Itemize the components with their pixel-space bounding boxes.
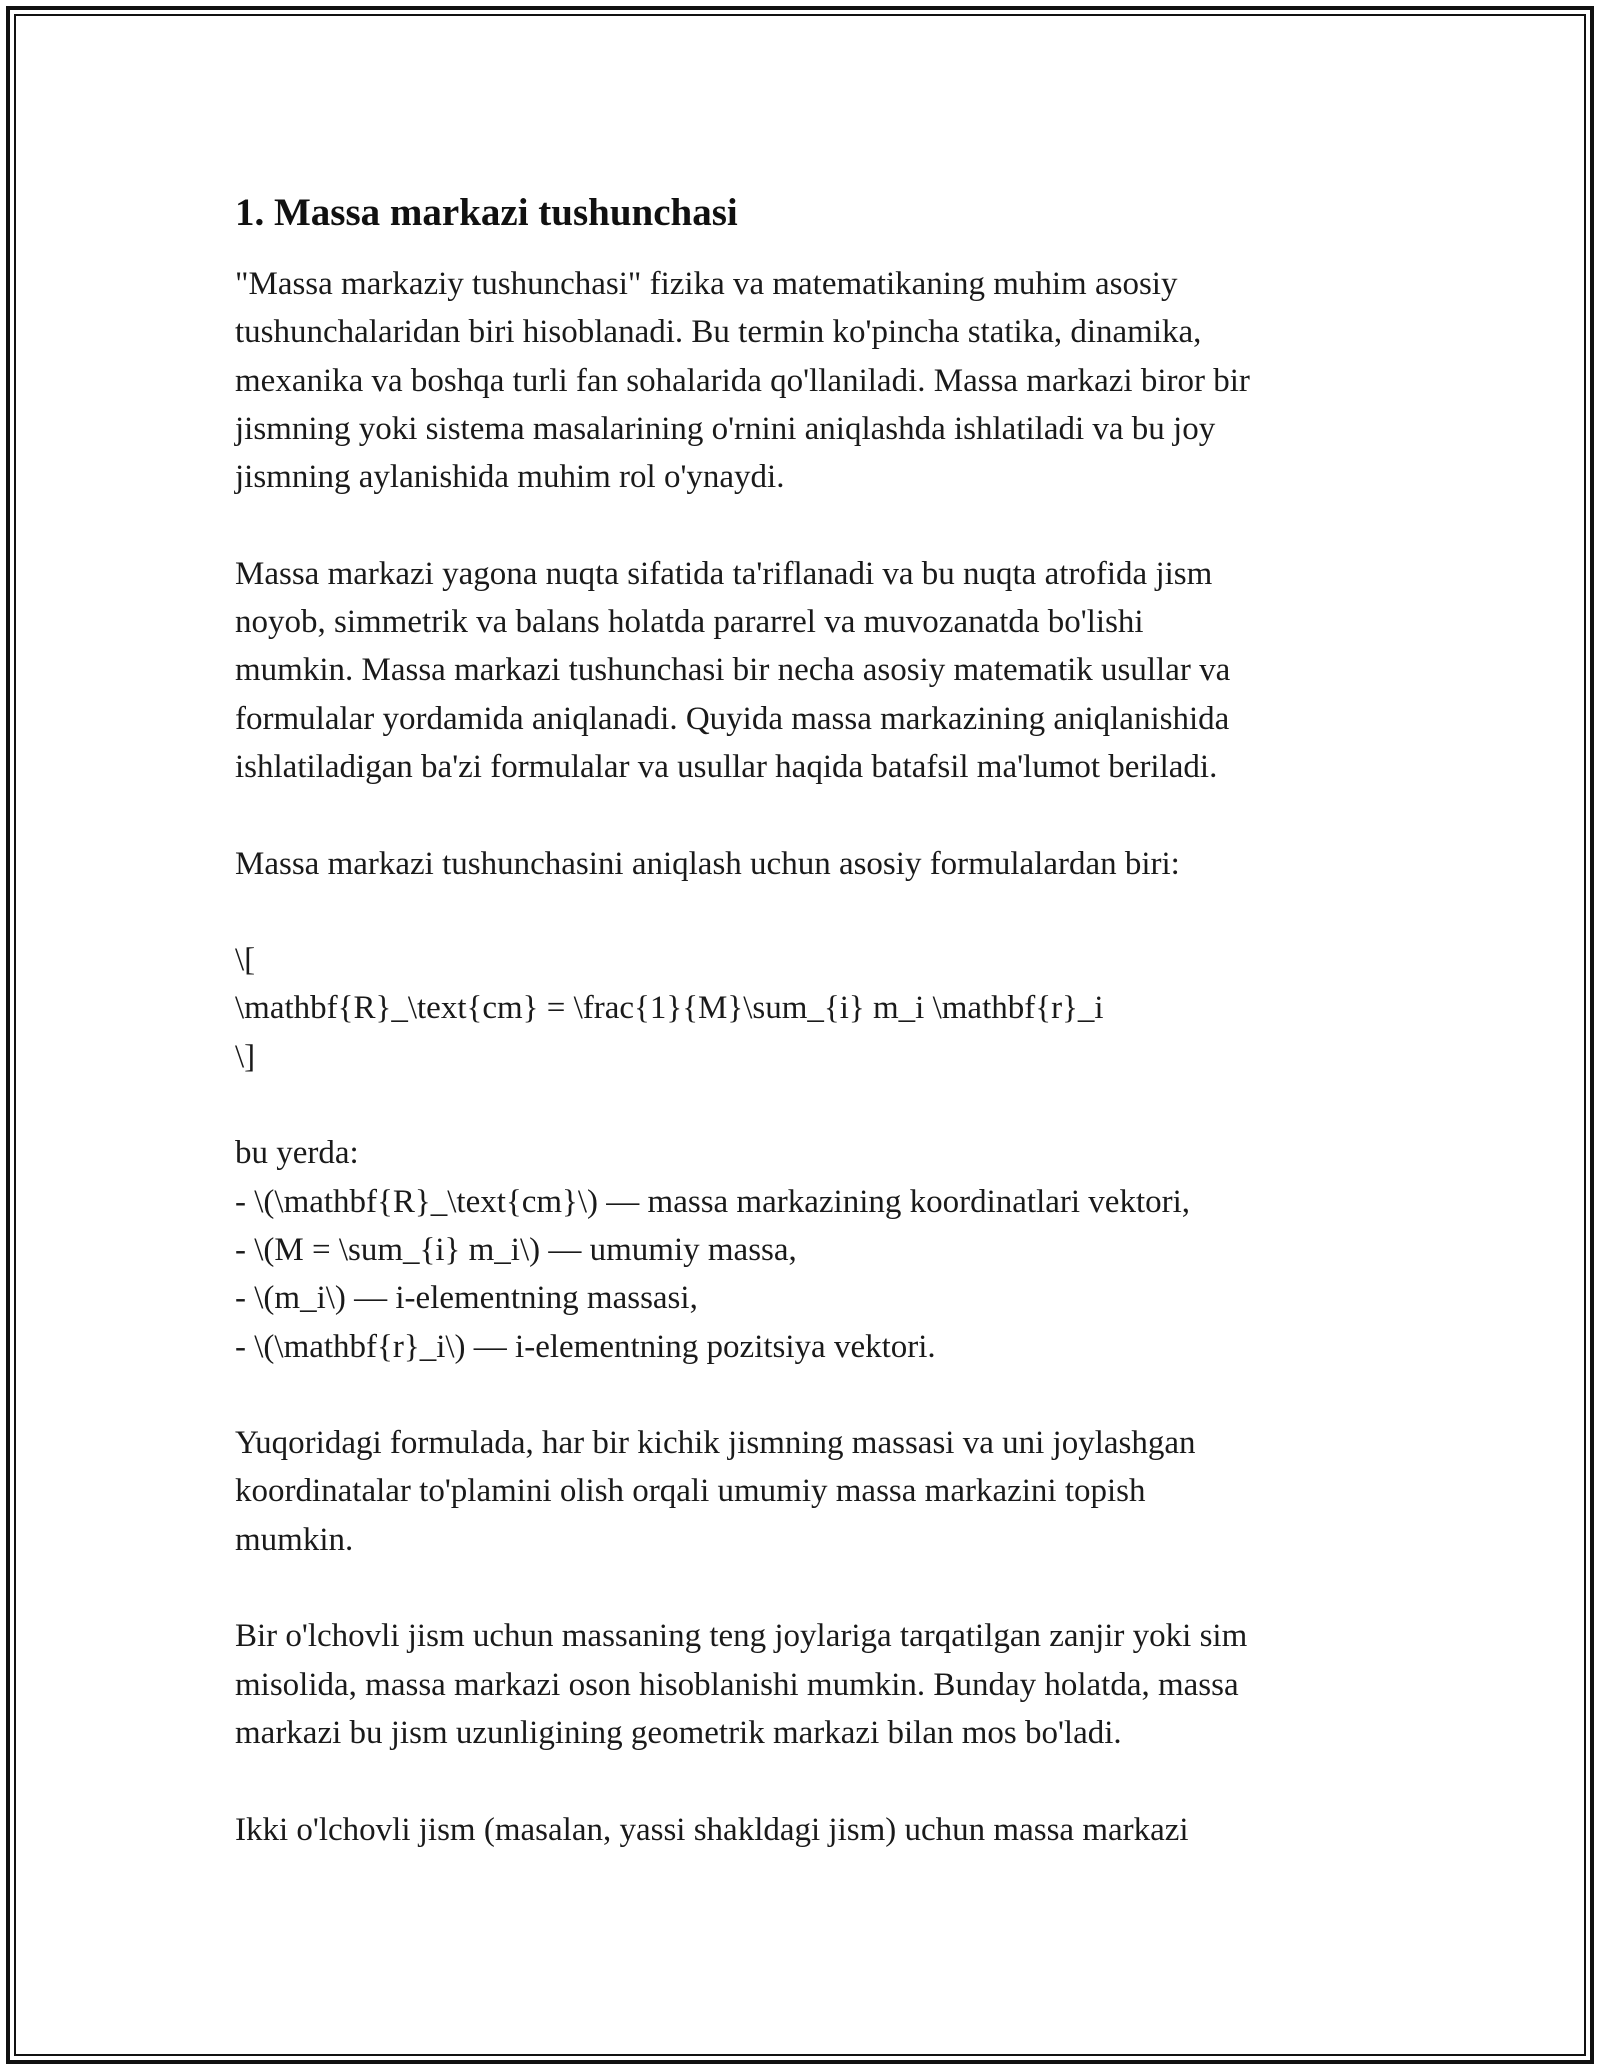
paragraph-definition (235, 550, 1385, 791)
paragraph-intro (235, 260, 1385, 501)
text-line: mumkin. (235, 1521, 354, 1558)
formula-block (235, 936, 1385, 1081)
paragraph-two-dimensional (235, 1806, 1385, 1854)
text-line: noyob, simmetrik va balans holatda pararrel va muvozanatda bo'lishi (235, 604, 1144, 641)
text-line: mexanika va boshqa turli fan sohalarida qo'llaniladi. Massa markazi biror bir (235, 362, 1250, 399)
text-line: Ikki o'lchovli jism (masalan, yassi shakldagi jism) uchun massa markazi (235, 1811, 1189, 1848)
text-line: Yuqoridagi formulada, har bir kichik jismning massasi va uni joylashgan (235, 1425, 1196, 1462)
formula-line: \] (235, 1038, 256, 1075)
text-line: Massa markazi yagona nuqta sifatida ta'riflanadi va bu nuqta atrofida jism (235, 555, 1213, 592)
formula-line: \mathbf{R}_\text{cm} = \frac{1}{M}\sum_{i} m_i \mathbf{r}_i (235, 990, 1104, 1027)
text-line: mumkin. Massa markazi tushunchasi bir necha asosiy matematik usullar va (235, 652, 1231, 689)
definition-item: - \(\mathbf{R}_\text{cm}\) — massa markazining koordinatlari vektori, (235, 1183, 1191, 1220)
text-line: ishlatiladigan ba'zi formulalar va usullar haqida batafsil ma'lumot beriladi. (235, 748, 1218, 785)
definition-item: - \(M = \sum_{i} m_i\) — umumiy massa, (235, 1231, 797, 1268)
text-line: formulalar yordamida aniqlanadi. Quyida massa markazining aniqlanishida (235, 700, 1230, 737)
paragraph-formula-intro (235, 840, 1385, 888)
text-line: "Massa markaziy tushunchasi" fizika va matematikaning muhim asosiy (235, 266, 1178, 302)
paragraph-explanation (235, 1419, 1385, 1564)
definition-item: - \(\mathbf{r}_i\) — i-elementning pozitsiya vektori. (235, 1328, 936, 1365)
paragraph-one-dimensional (235, 1612, 1385, 1757)
text-line: markazi bu jism uzunligining geometrik markazi bilan mos bo'ladi. (235, 1714, 1122, 1751)
text-line: Massa markazi tushunchasini aniqlash uchun asosiy formulalardan biri: (235, 845, 1180, 882)
text-line: jismning yoki sistema masalarining o'rnini aniqlashda ishlatiladi va bu joy (235, 410, 1216, 447)
text-line: tushunchalaridan biri hisoblanadi. Bu termin ko'pincha statika, dinamika, (235, 314, 1202, 351)
section-heading: 1. Massa markazi tushunchasi (235, 191, 738, 234)
text-line: koordinatalar to'plamini olish orqali umumiy massa markazini topish (235, 1473, 1146, 1510)
definitions-list (235, 1129, 1385, 1370)
formula-line: \[ (235, 942, 256, 979)
definitions-intro: bu yerda: (235, 1135, 359, 1172)
text-line: misolida, massa markazi oson hisoblanishi mumkin. Bunday holatda, massa (235, 1666, 1239, 1703)
definition-item: - \(m_i\) — i-elementning massasi, (235, 1280, 698, 1317)
document-body (235, 188, 1385, 1902)
text-line: jismning aylanishida muhim rol o'ynaydi. (235, 459, 785, 496)
text-line: Bir o'lchovli jism uchun massaning teng joylariga tarqatilgan zanjir yoki sim (235, 1618, 1248, 1655)
